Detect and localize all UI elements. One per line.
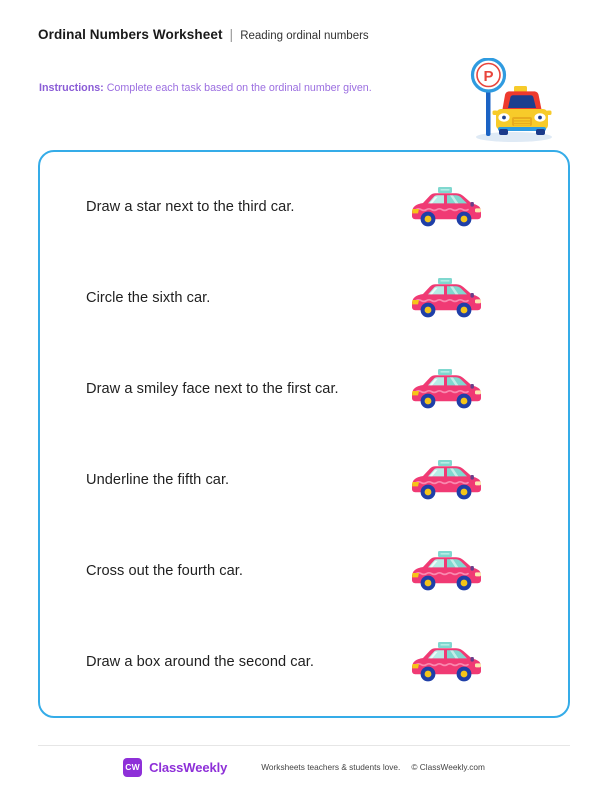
task-text: Circle the sixth car.: [86, 290, 211, 306]
title-separator: |: [229, 26, 234, 42]
task-text: Draw a smiley face next to the first car.: [86, 381, 339, 397]
task-row[interactable]: [40, 617, 568, 708]
brand-badge-icon: CW: [123, 758, 142, 777]
taxi-side-icon: [404, 458, 488, 504]
task-row[interactable]: [40, 344, 568, 435]
footer-tagline: Worksheets teachers & students love.: [261, 762, 401, 772]
task-row[interactable]: [40, 253, 568, 344]
task-text: Underline the fifth car.: [86, 472, 230, 488]
task-row[interactable]: [40, 526, 568, 617]
taxi-side-icon: [404, 185, 488, 231]
task-text: Draw a star next to the third car.: [86, 199, 295, 215]
task-row[interactable]: [40, 162, 568, 253]
parking-sign-and-taxi-illustration: [458, 58, 566, 144]
instructions-label: Instructions:: [39, 82, 104, 94]
instructions-block: [39, 81, 384, 97]
taxi-side-icon: [404, 640, 488, 686]
page-title: Ordinal Numbers Worksheet: [38, 27, 223, 42]
brand-name: ClassWeekly: [149, 759, 228, 775]
page-footer: [38, 755, 570, 779]
page-subtitle: Reading ordinal numbers: [240, 30, 369, 42]
task-row[interactable]: [40, 435, 568, 526]
taxi-side-icon: [404, 549, 488, 595]
page-header: [38, 26, 574, 54]
parking-sign-letter: P: [483, 68, 494, 85]
instructions-text: Complete each task based on the ordinal number given.: [103, 82, 372, 94]
task-text: Draw a box around the second car.: [86, 654, 314, 670]
footer-copyright: © ClassWeekly.com: [411, 762, 485, 772]
footer-divider: [38, 745, 570, 746]
brand-logo[interactable]: [123, 758, 227, 777]
task-list: [40, 152, 568, 716]
taxi-side-icon: [404, 367, 488, 413]
task-box: [38, 150, 570, 718]
taxi-side-icon: [404, 276, 488, 322]
task-text: Cross out the fourth car.: [86, 563, 243, 579]
